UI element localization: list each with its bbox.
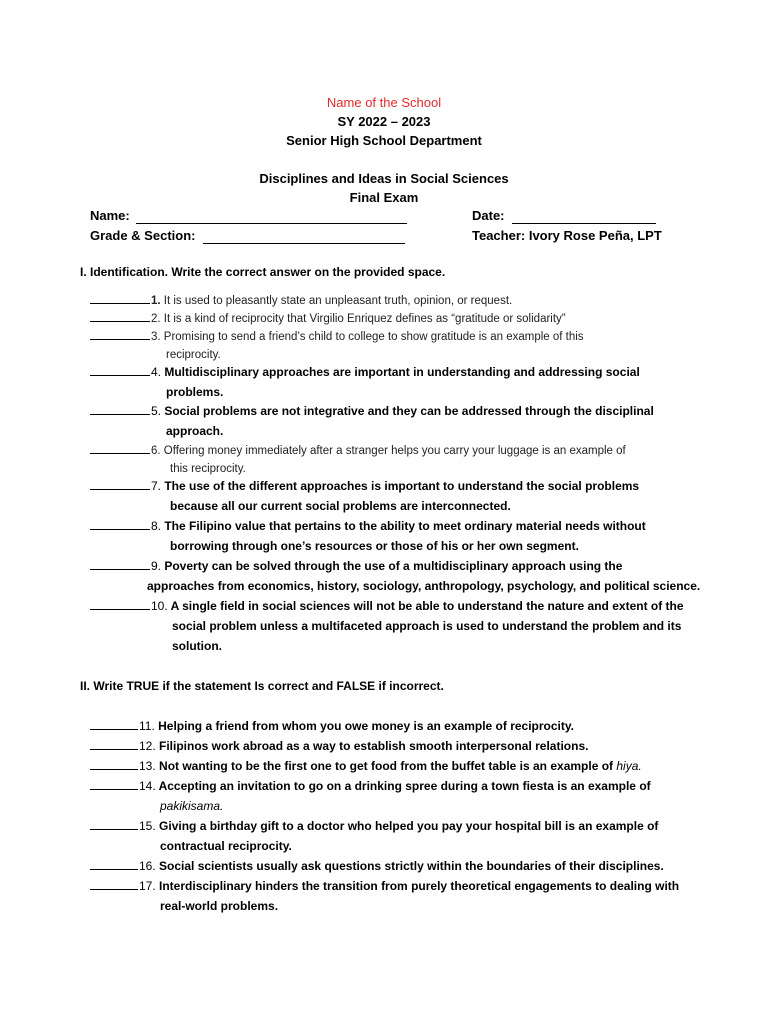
question-text: Social problems are not integrative and they can be addressed through the disciplinal bbox=[161, 404, 654, 418]
question-text: Poverty can be solved through the use of a multidisciplinary approach using the bbox=[161, 559, 623, 573]
question-text-continued: solution. bbox=[172, 639, 222, 653]
question-item bbox=[90, 557, 710, 575]
question-number: 12. bbox=[139, 739, 156, 753]
exam-title: Final Exam bbox=[349, 190, 419, 205]
question-item bbox=[90, 757, 710, 775]
question-text: It is a kind of reciprocity that Virgilio Enriquez defines as “gratitude or solidarity” bbox=[160, 313, 566, 325]
question-item bbox=[90, 517, 710, 535]
date-label: Date: bbox=[472, 208, 505, 223]
answer-blank[interactable] bbox=[90, 779, 138, 790]
question-text-continued: reciprocity. bbox=[166, 349, 221, 361]
question-text: Accepting an invitation to go on a drinking spree during a town fiesta is an example of bbox=[155, 779, 651, 793]
question-number: 8. bbox=[151, 519, 162, 533]
question-number: 17. bbox=[139, 879, 156, 893]
question-text: The Filipino value that pertains to the ability to meet ordinary material needs without bbox=[161, 519, 646, 533]
date-field[interactable] bbox=[512, 223, 656, 224]
question-text: Offering money immediately after a stranger helps you carry your luggage is an example of bbox=[160, 445, 626, 457]
question-item bbox=[90, 857, 710, 875]
answer-blank[interactable] bbox=[90, 293, 150, 304]
question-text-continued: pakikisama. bbox=[160, 799, 224, 813]
question-text-continued: approach. bbox=[166, 424, 224, 438]
question-number: 15. bbox=[139, 819, 156, 833]
question-number: 9. bbox=[151, 559, 162, 573]
question-number: 11. bbox=[139, 719, 155, 733]
answer-blank[interactable] bbox=[90, 519, 150, 530]
question-item bbox=[90, 877, 710, 895]
question-text: Promising to send a friend’s child to college to show gratitude is an example of this bbox=[160, 331, 584, 343]
question-text-continued: approaches from economics, history, sociology, anthropology, psychology, and political science. bbox=[147, 579, 701, 593]
answer-blank[interactable] bbox=[90, 879, 138, 890]
answer-blank[interactable] bbox=[90, 819, 138, 830]
question-item bbox=[90, 442, 710, 460]
question-item bbox=[90, 817, 710, 835]
answer-blank[interactable] bbox=[90, 443, 150, 454]
question-item bbox=[90, 597, 710, 615]
question-text-continued: real-world problems. bbox=[160, 899, 279, 913]
question-text-italic: hiya. bbox=[616, 759, 642, 773]
question-text: Helping a friend from whom you owe money is an example of reciprocity. bbox=[154, 719, 574, 733]
answer-blank[interactable] bbox=[90, 739, 138, 750]
question-text: Not wanting to be the first one to get food from the buffet table is an example of bbox=[155, 759, 617, 773]
question-number: 14. bbox=[139, 779, 156, 793]
question-number: 13. bbox=[139, 759, 156, 773]
answer-blank[interactable] bbox=[90, 365, 150, 376]
question-item bbox=[90, 363, 710, 381]
answer-blank[interactable] bbox=[90, 719, 138, 730]
question-text-continued: problems. bbox=[166, 385, 224, 399]
answer-blank[interactable] bbox=[90, 404, 150, 415]
answer-blank[interactable] bbox=[90, 311, 150, 322]
question-item bbox=[90, 717, 710, 735]
department: Senior High School Department bbox=[286, 133, 482, 148]
question-text-continued: this reciprocity. bbox=[170, 463, 246, 475]
question-item bbox=[90, 292, 710, 310]
name-label: Name: bbox=[90, 208, 130, 223]
teacher-name: Teacher: Ivory Rose Peña, LPT bbox=[472, 228, 662, 243]
question-text: Social scientists usually ask questions strictly within the boundaries of their disciplines. bbox=[155, 859, 664, 873]
question-item bbox=[90, 777, 710, 795]
question-number: 4. bbox=[151, 365, 162, 379]
question-item bbox=[90, 402, 710, 420]
grade-section-label: Grade & Section: bbox=[90, 228, 196, 243]
question-text: It is used to pleasantly state an unpleasant truth, opinion, or request. bbox=[160, 295, 513, 307]
question-text: Filipinos work abroad as a way to establish smooth interpersonal relations. bbox=[155, 739, 589, 753]
question-text-continued: contractual reciprocity. bbox=[160, 839, 292, 853]
name-field[interactable] bbox=[136, 223, 407, 224]
part2-title: II. Write TRUE if the statement Is correct and FALSE if incorrect. bbox=[80, 679, 444, 693]
answer-blank[interactable] bbox=[90, 859, 138, 870]
answer-blank[interactable] bbox=[90, 559, 150, 570]
part1-title: I. Identification. Write the correct answer on the provided space. bbox=[80, 265, 446, 279]
question-text: The use of the different approaches is important to understand the social problems bbox=[161, 479, 640, 493]
answer-blank[interactable] bbox=[90, 759, 138, 770]
grade-section-field[interactable] bbox=[203, 243, 405, 244]
question-number: 1. bbox=[151, 295, 161, 307]
answer-blank[interactable] bbox=[90, 599, 150, 610]
question-number: 5. bbox=[151, 404, 162, 418]
answer-blank[interactable] bbox=[90, 479, 150, 490]
question-text: Giving a birthday gift to a doctor who helped you pay your hospital bill is an example of bbox=[155, 819, 659, 833]
question-number: 16. bbox=[139, 859, 156, 873]
question-text-continued: borrowing through one’s resources or those of his or her own segment. bbox=[170, 539, 579, 553]
school-name: Name of the School bbox=[326, 95, 442, 110]
question-number: 10. bbox=[151, 599, 168, 613]
question-number: 6. bbox=[151, 445, 161, 457]
question-item bbox=[90, 328, 710, 346]
answer-blank[interactable] bbox=[90, 329, 150, 340]
question-number: 7. bbox=[151, 479, 162, 493]
question-number: 2. bbox=[151, 313, 161, 325]
question-number: 3. bbox=[151, 331, 161, 343]
question-text: Multidisciplinary approaches are important in understanding and addressing social bbox=[161, 365, 640, 379]
question-item bbox=[90, 737, 710, 755]
question-text: A single field in social sciences will not be able to understand the nature and extent of the bbox=[167, 599, 684, 613]
question-text-continued: because all our current social problems are interconnected. bbox=[170, 499, 511, 513]
question-item bbox=[90, 477, 710, 495]
question-item bbox=[90, 310, 710, 328]
subject-title: Disciplines and Ideas in Social Sciences bbox=[259, 171, 509, 186]
school-year: SY 2022 – 2023 bbox=[337, 114, 431, 129]
question-text: Interdisciplinary hinders the transition from purely theoretical engagements to dealing with bbox=[155, 879, 680, 893]
question-text-continued: social problem unless a multifaceted approach is used to understand the problem and its bbox=[172, 619, 682, 633]
